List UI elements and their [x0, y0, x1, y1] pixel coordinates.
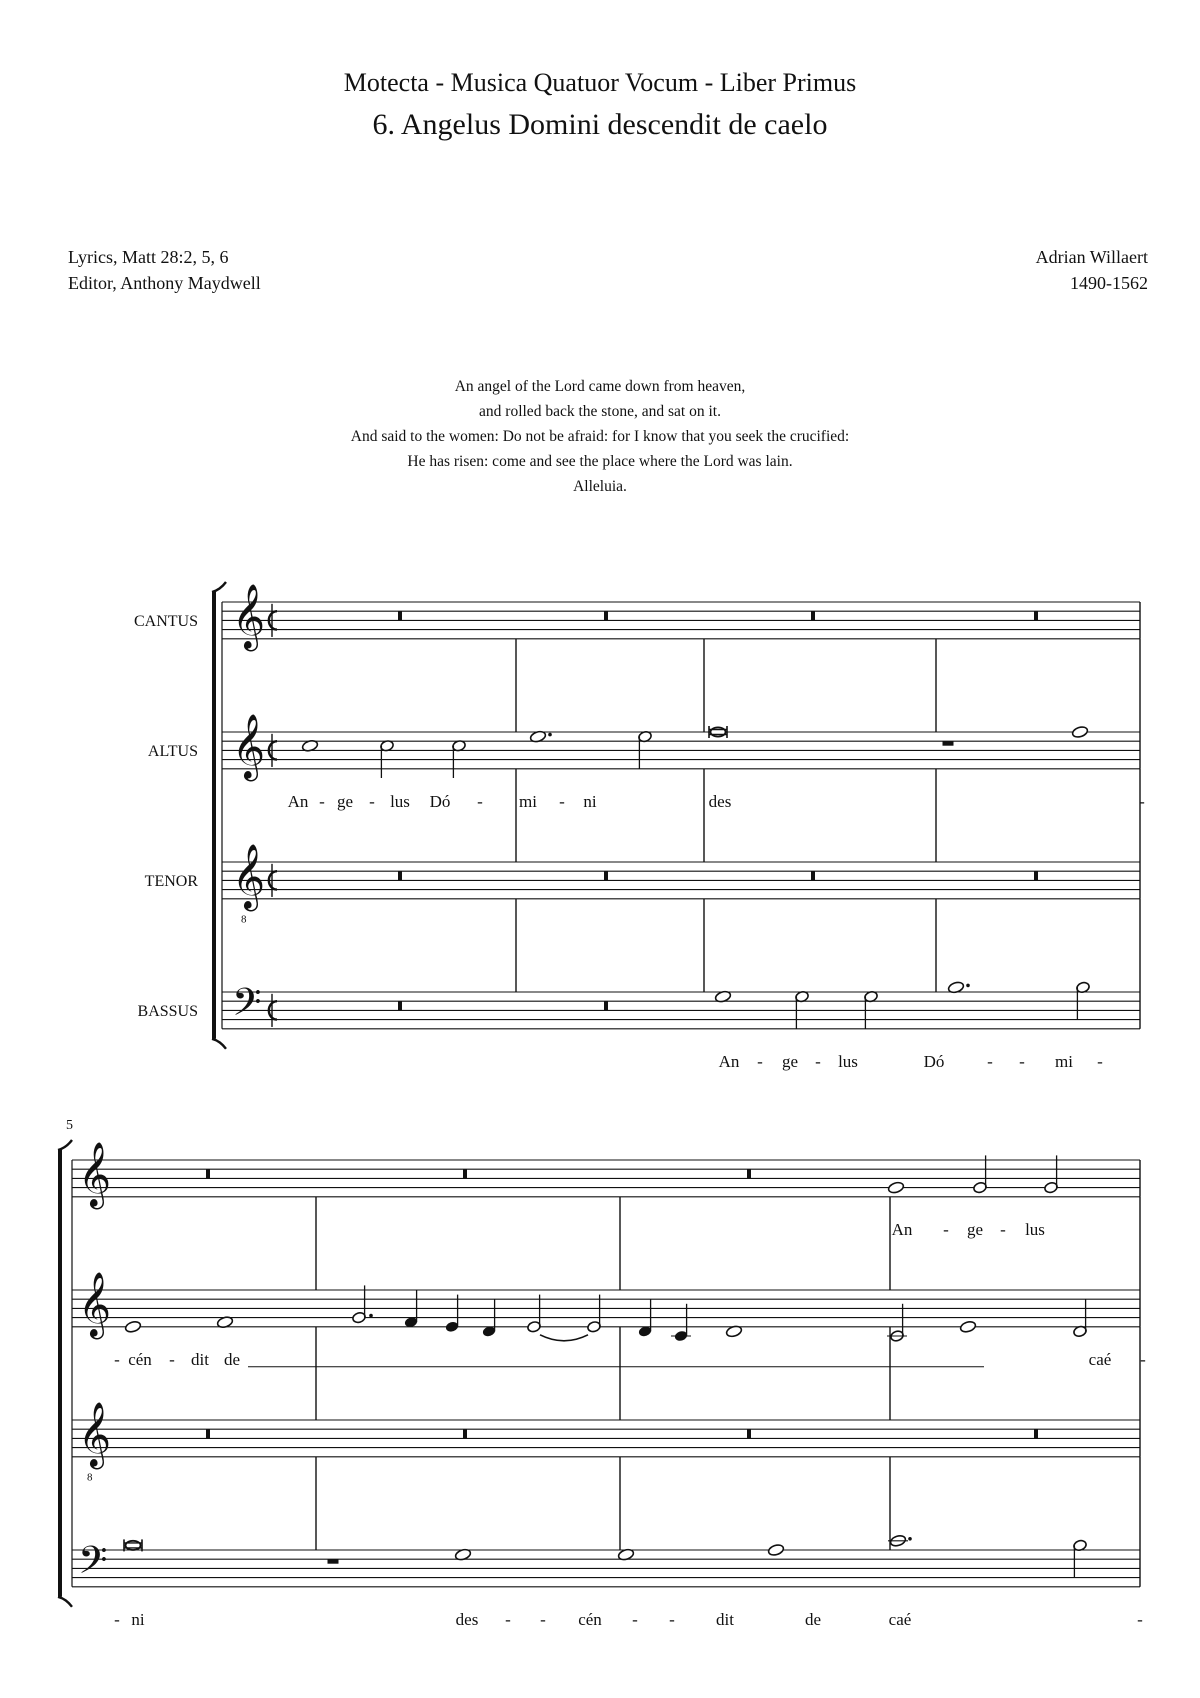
lyric-syllable: mi [519, 791, 537, 811]
breve-rest [1034, 871, 1038, 880]
lyric-hyphen: - [319, 791, 325, 811]
breve-rest [398, 871, 402, 880]
breve-rest [604, 1001, 608, 1010]
lyric-hyphen: - [1139, 791, 1145, 811]
lyric-syllable: dit [191, 1349, 209, 1369]
lyric-hyphen: - [1019, 1051, 1025, 1071]
whole-note [959, 1320, 976, 1333]
piece-title: 6. Angelus Domini descendit de caelo [372, 108, 828, 141]
lyric-syllable: ge [966, 1219, 984, 1239]
breve-rest [811, 871, 815, 880]
treble-clef-icon: 𝄞 [232, 846, 266, 909]
lyric-syllable: de [223, 1349, 241, 1369]
lyric-syllable: Dó [429, 791, 451, 811]
composer-name: Adrian Willaert [1035, 247, 1148, 267]
augmentation-dot [369, 1314, 373, 1318]
treble-clef-icon: 𝄞 [232, 716, 266, 779]
lyric-syllable: des [708, 791, 732, 811]
breve-note [711, 727, 726, 736]
translation-line: And said to the women: Do not be afraid: for I know that you seek the crucified: [350, 428, 850, 445]
treble-clef-icon: 𝄞 [78, 1144, 112, 1207]
octave-8-mark: 8 [241, 913, 247, 926]
lyric-syllable: caé [1088, 1349, 1112, 1369]
lyric-syllable: lus [390, 791, 410, 811]
breve-rest [811, 611, 815, 620]
lyric-syllable: ni [583, 791, 597, 811]
lyric-syllable: lus [1025, 1219, 1045, 1239]
lyric-hyphen: - [1000, 1219, 1006, 1239]
lyric-hyphen: - [1097, 1051, 1103, 1071]
breve-rest [1034, 611, 1038, 620]
breve-rest [398, 1001, 402, 1010]
lyric-hyphen: - [477, 791, 483, 811]
augmentation-dot [908, 1537, 912, 1541]
augmentation-dot [548, 733, 552, 737]
part-label-cantus: CANTUS [133, 613, 198, 630]
collection-title: Motecta - Musica Quatuor Vocum - Liber Primus [343, 68, 857, 97]
bass-clef-icon: 𝄢 [232, 981, 262, 1033]
lyric-hyphen: - [369, 791, 375, 811]
lyric-syllable: cén [578, 1609, 602, 1629]
lyric-syllable: lus [838, 1051, 858, 1071]
lyric-syllable: caé [888, 1609, 912, 1629]
translation-line: Alleluia. [573, 478, 627, 495]
lyric-syllable: mi [1055, 1051, 1073, 1071]
treble-clef-icon: 𝄞 [78, 1404, 112, 1467]
lyric-hyphen: - [1140, 1349, 1146, 1369]
lyric-syllable: ni [131, 1609, 145, 1629]
breve-rest [206, 1429, 210, 1438]
whole-rest [943, 741, 954, 746]
lyric-hyphen: - [540, 1609, 546, 1629]
lyric-hyphen: - [559, 791, 565, 811]
augmentation-dot [966, 984, 970, 988]
lyric-hyphen: - [757, 1051, 763, 1071]
lyric-hyphen: - [632, 1609, 638, 1629]
breve-rest [398, 611, 402, 620]
translation-line: He has risen: come and see the place where the Lord was lain. [407, 453, 793, 470]
breve-rest [206, 1169, 210, 1178]
editor-credit: Editor, Anthony Maydwell [68, 273, 261, 293]
breve-rest [604, 871, 608, 880]
breve-rest [1034, 1429, 1038, 1438]
lyric-syllable: de [804, 1609, 822, 1629]
lyric-hyphen: - [815, 1051, 821, 1071]
lyric-syllable: An [287, 791, 309, 811]
treble-clef-icon: 𝄞 [78, 1274, 112, 1337]
lyric-syllable: An [891, 1219, 913, 1239]
composer-dates: 1490-1562 [1070, 273, 1148, 293]
bracket-cap [212, 582, 226, 592]
part-label-tenor: TENOR [144, 873, 198, 890]
breve-rest [604, 611, 608, 620]
lyrics-source: Lyrics, Matt 28:2, 5, 6 [68, 247, 229, 267]
lyric-hyphen: - [669, 1609, 675, 1629]
tie [540, 1335, 588, 1341]
lyric-syllable: dit [716, 1609, 734, 1629]
whole-note [887, 1181, 904, 1194]
lyric-syllable: Dó [923, 1051, 945, 1071]
breve-rest [463, 1169, 467, 1178]
bass-clef-icon: 𝄢 [78, 1539, 108, 1591]
lyric-hyphen: - [943, 1219, 949, 1239]
breve-note [126, 1541, 141, 1550]
translation-line: An angel of the Lord came down from heaven, [454, 378, 746, 395]
part-label-altus: ALTUS [147, 743, 198, 760]
lyric-syllable: ge [336, 791, 354, 811]
part-label-bassus: BASSUS [137, 1003, 198, 1020]
whole-note [767, 1543, 784, 1556]
breve-rest [747, 1429, 751, 1438]
bracket-cap [212, 1039, 226, 1049]
lyric-syllable: An [718, 1051, 740, 1071]
breve-rest [747, 1169, 751, 1178]
translation-line: and rolled back the stone, and sat on it. [479, 403, 721, 420]
lyric-hyphen: - [114, 1349, 120, 1369]
lyric-hyphen: - [987, 1051, 993, 1071]
lyric-hyphen: - [1137, 1609, 1143, 1629]
octave-8-mark: 8 [87, 1471, 93, 1484]
measure-number: 5 [66, 1118, 73, 1133]
breve-rest [463, 1429, 467, 1438]
lyric-syllable: cén [128, 1349, 152, 1369]
lyric-hyphen: - [505, 1609, 511, 1629]
lyric-hyphen: - [169, 1349, 175, 1369]
whole-note [1071, 725, 1088, 738]
bracket-cap [58, 1597, 72, 1607]
whole-note [124, 1320, 141, 1333]
lyric-syllable: des [455, 1609, 479, 1629]
whole-rest [328, 1559, 339, 1564]
lyric-hyphen: - [114, 1609, 120, 1629]
bracket-cap [58, 1140, 72, 1150]
treble-clef-icon: 𝄞 [232, 586, 266, 649]
lyric-syllable: ge [781, 1051, 799, 1071]
